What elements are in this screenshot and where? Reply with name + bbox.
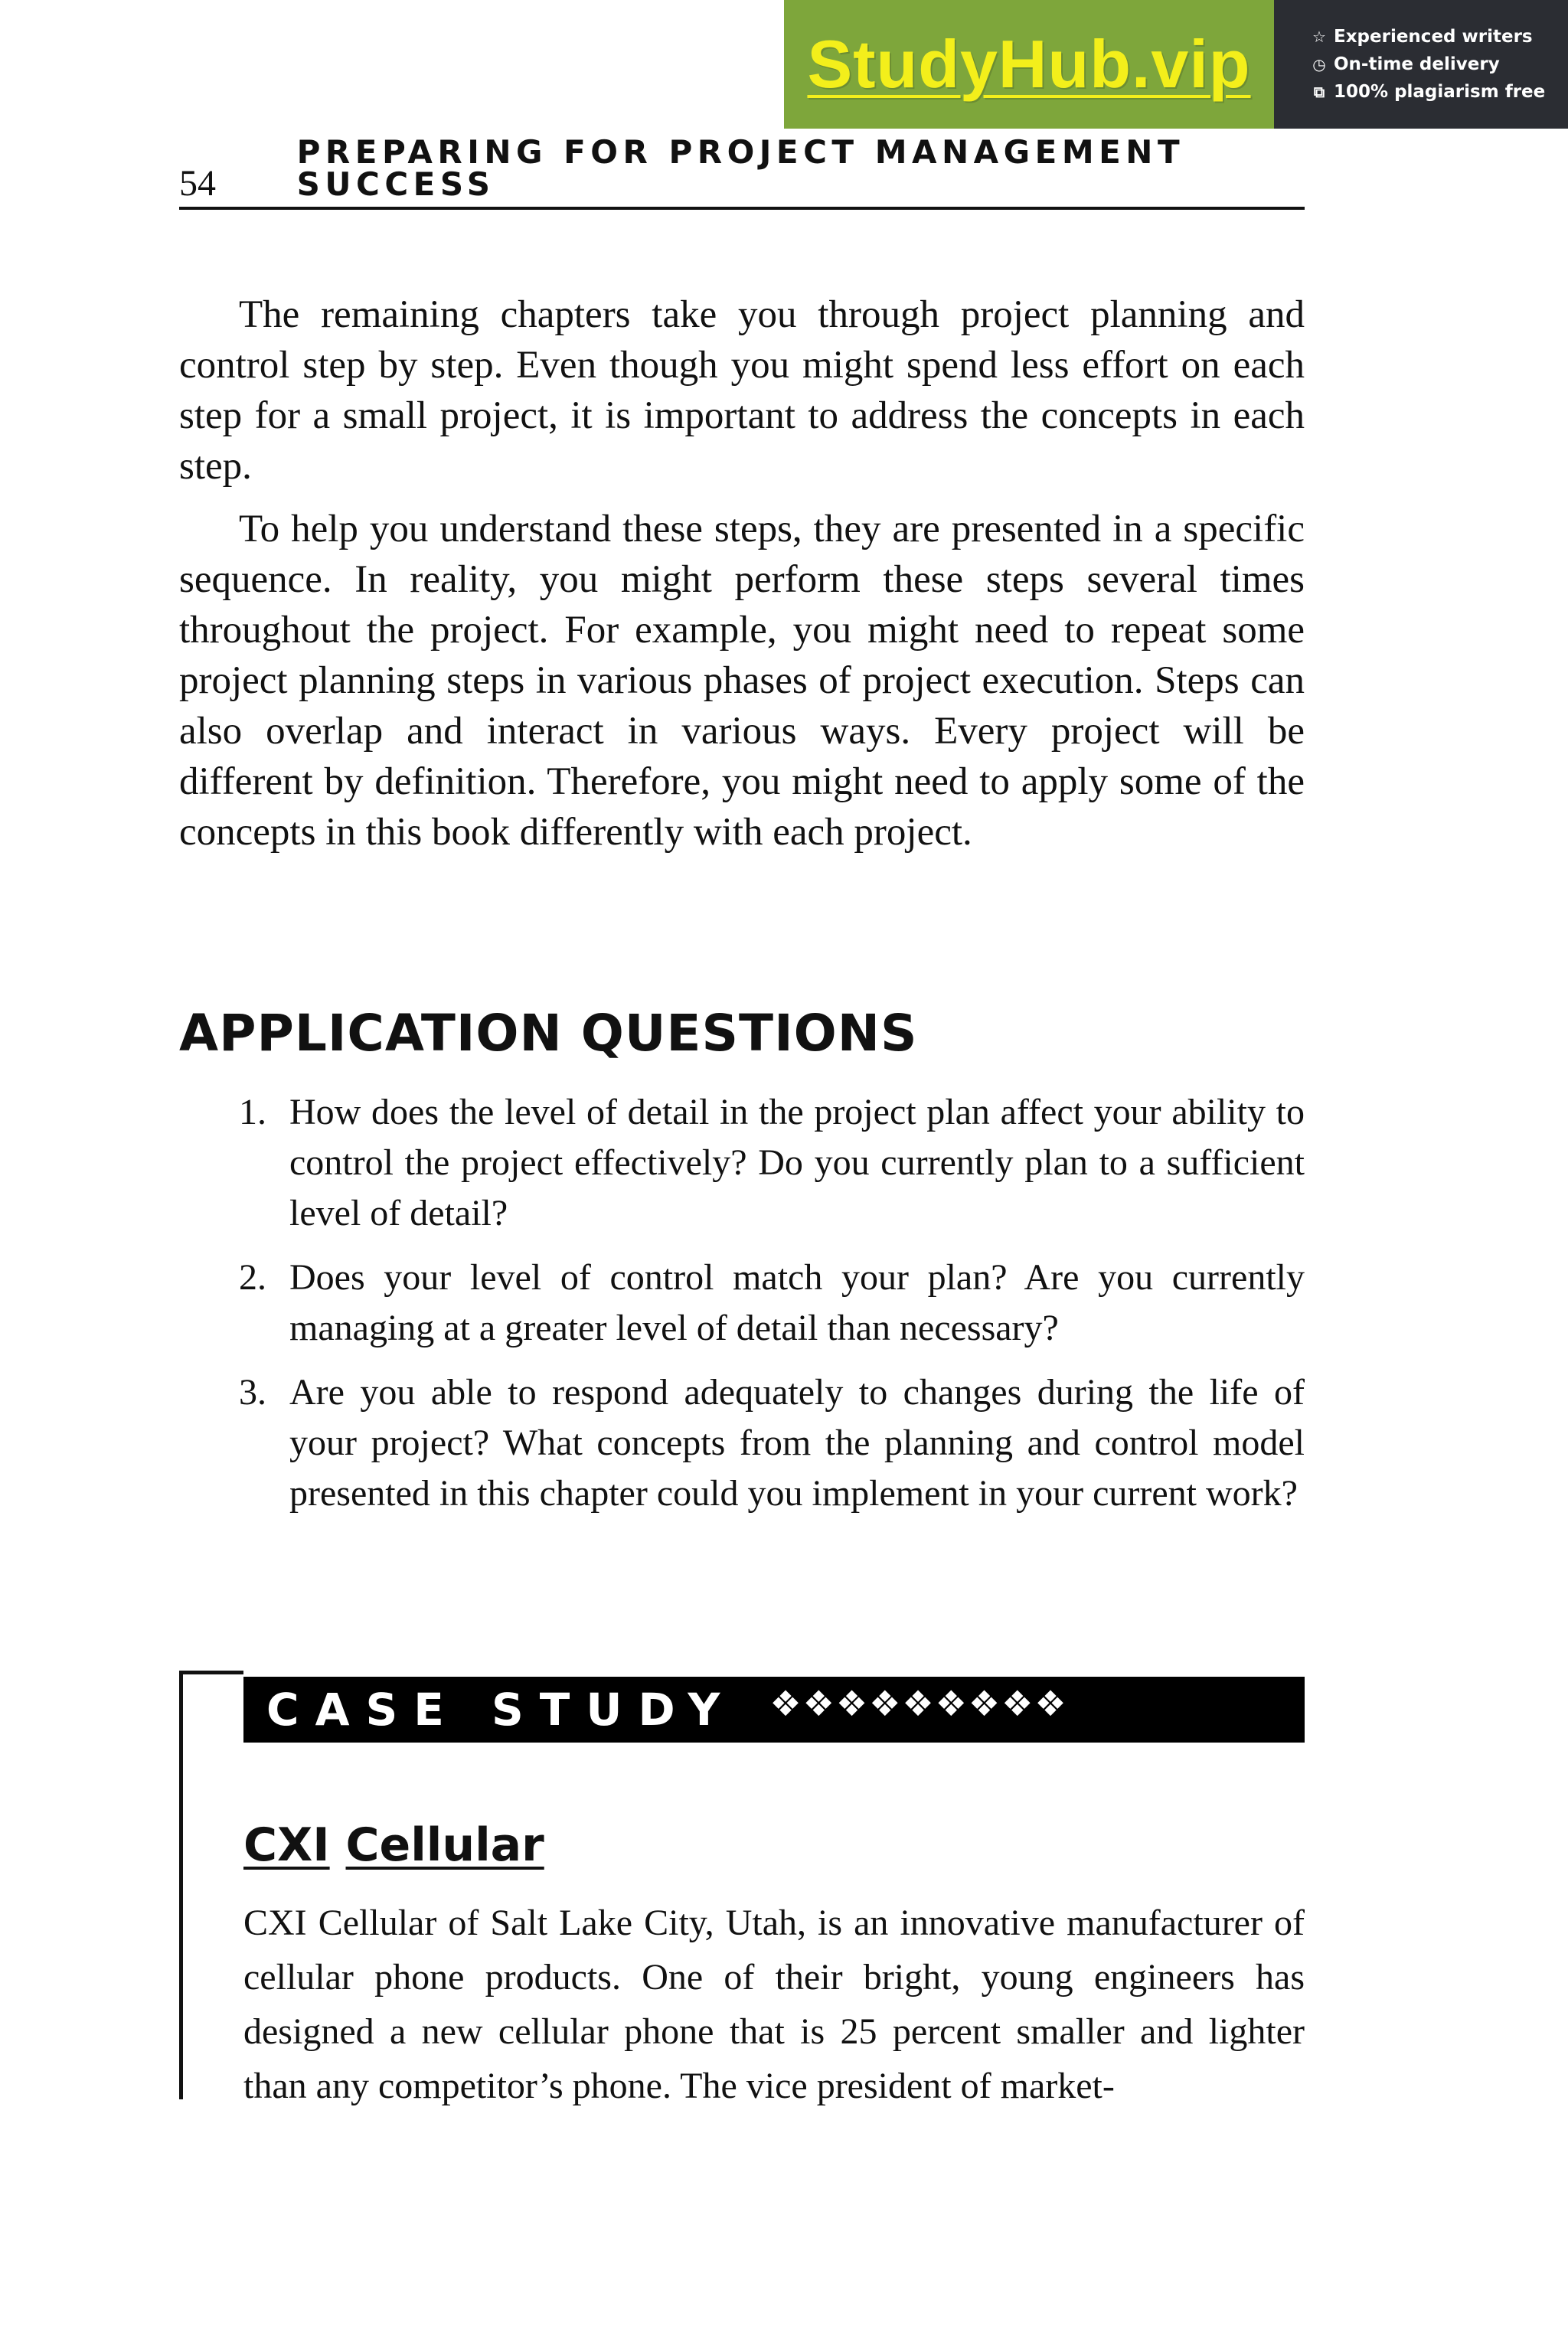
running-title: PREPARING FOR PROJECT MANAGEMENT SUCCESS xyxy=(296,133,1185,203)
case-study-rule-vertical xyxy=(179,1671,183,2099)
feature-label: 100% plagiarism free xyxy=(1334,82,1546,102)
question-list xyxy=(179,1087,1305,1533)
diamond-ornament-icon: ❖❖❖❖❖❖❖❖❖ xyxy=(769,1683,1068,1724)
case-study-rule-horizontal xyxy=(179,1671,243,1674)
studyhub-logo-text: StudyHub.vip xyxy=(807,26,1251,102)
running-head xyxy=(179,133,1305,210)
intro-text xyxy=(179,289,1305,870)
case-study-label: CASE STUDY xyxy=(266,1684,737,1736)
question-text: Are you able to respond adequately to changes during the life of your project? What concepts from the planning and control model presented in this chapter could you implement in your current work? xyxy=(289,1372,1305,1514)
feature-on-time-delivery xyxy=(1311,54,1568,74)
banner-features xyxy=(1274,0,1568,129)
feature-label: Experienced writers xyxy=(1334,27,1533,47)
case-study-banner xyxy=(243,1677,1305,1743)
case-study-title-part: CXI xyxy=(243,1818,330,1872)
clock-icon: ◷ xyxy=(1312,55,1326,74)
page-number: 54 xyxy=(179,163,216,204)
body-paragraph: To help you understand these steps, they are presented in a specific sequence. In reality, you might perform these steps several times throughout the project. For example, you might need to repeat some project planning steps in various phases of project execution. Steps can also overlap and interact in various ways. Every project will be different by definition. Therefore, you might need to apply some of the concepts in this book differently with each project. xyxy=(179,508,1305,854)
question-item xyxy=(179,1367,1305,1519)
question-item xyxy=(179,1087,1305,1239)
star-outline-icon: ☆ xyxy=(1312,28,1326,46)
case-study-title-part: Cellular xyxy=(345,1818,544,1872)
question-item xyxy=(179,1253,1305,1354)
question-number: 1. xyxy=(239,1092,266,1132)
case-study-body: CXI Cellular of Salt Lake City, Utah, is an innovative manufacturer of cellular phone products. One of their bright, young engineers has designed a new cellular phone that is 25 percent smaller and lighter than any competitor’s phone. The vice president of market- xyxy=(243,1903,1305,2106)
question-number: 2. xyxy=(239,1257,266,1298)
feature-label: On-time delivery xyxy=(1334,54,1500,74)
question-number: 3. xyxy=(239,1372,266,1413)
studyhub-banner[interactable] xyxy=(784,0,1568,129)
body-paragraph: The remaining chapters take you through project planning and control step by step. Even though you might spend less effort on each step for a small project, it is important to address the concepts in each step. xyxy=(179,293,1305,488)
feature-plagiarism-free xyxy=(1311,82,1568,102)
section-heading: APPLICATION QUESTIONS xyxy=(179,1004,918,1063)
question-text: How does the level of detail in the project plan affect your ability to control the project effectively? Do you currently plan to a sufficient level of detail? xyxy=(289,1092,1305,1233)
question-text: Does your level of control match your plan? Are you currently managing at a greater level of detail than necessary? xyxy=(289,1257,1305,1348)
case-study-title xyxy=(243,1816,544,1874)
copy-document-icon: ⧉ xyxy=(1313,83,1325,101)
studyhub-logo[interactable] xyxy=(784,0,1274,129)
feature-experienced-writers xyxy=(1311,27,1568,47)
